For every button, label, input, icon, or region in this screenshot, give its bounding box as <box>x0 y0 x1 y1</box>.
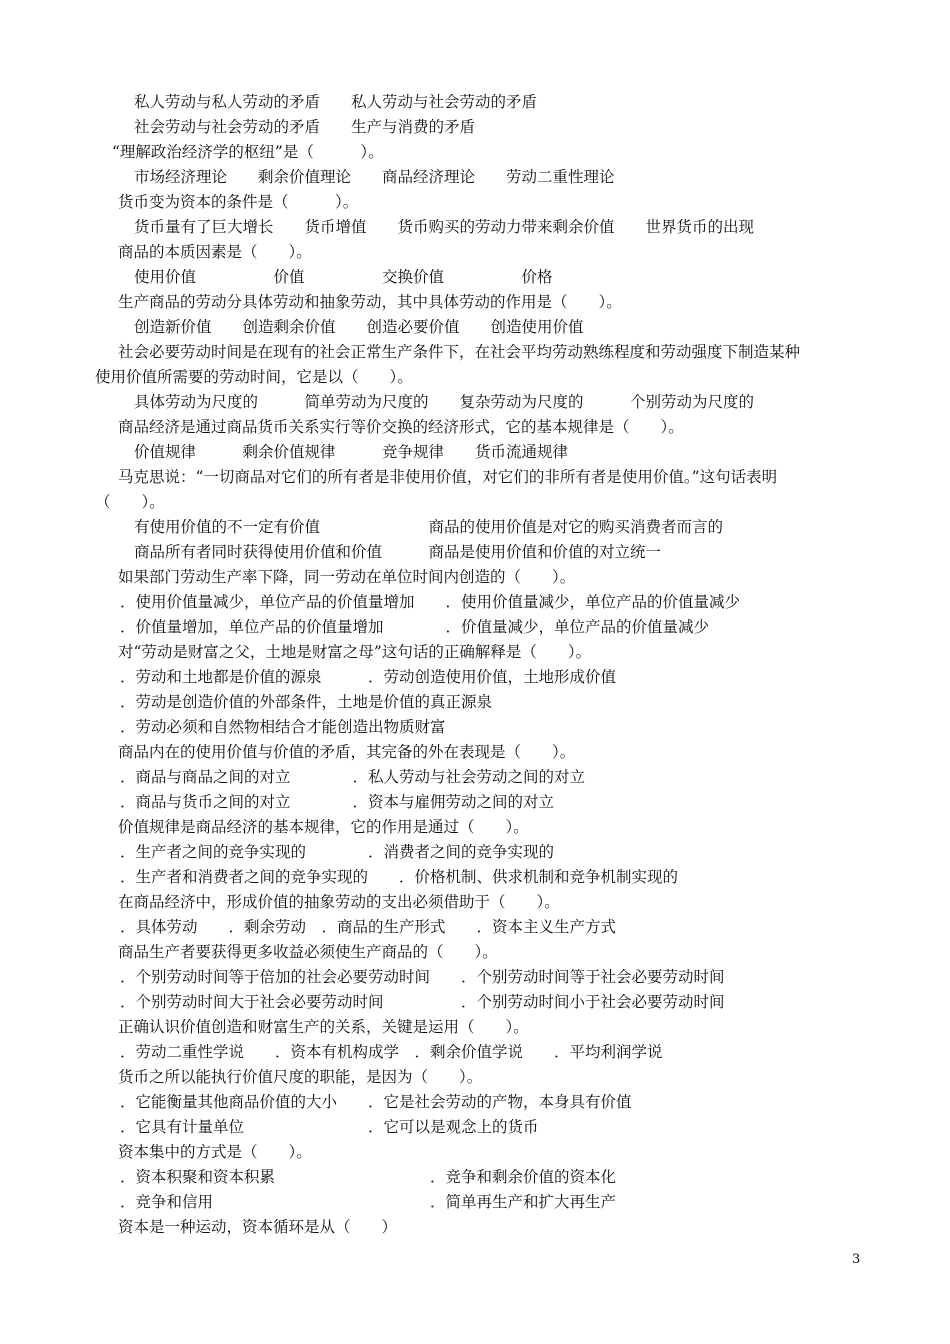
option-line: 创造新价值 创造剩余价值 创造必要价值 创造使用价值 <box>134 318 584 336</box>
option-line: 社会劳动与社会劳动的矛盾 生产与消费的矛盾 <box>134 118 476 136</box>
page-number: 3 <box>852 1252 861 1267</box>
option-line: 私人劳动与私人劳动的矛盾 私人劳动与社会劳动的矛盾 <box>134 93 538 111</box>
option-line: 商品所有者同时获得使用价值和价值 商品是使用价值和价值的对立统一 <box>134 543 662 561</box>
question-line: 商品的本质因素是（ ）。 <box>118 243 312 261</box>
question-line: 对“劳动是财富之父，土地是财富之母”这句话的正确解释是（ ）。 <box>118 643 592 661</box>
question-line: 货币之所以能执行价值尺度的职能，是因为（ ）。 <box>118 1068 483 1086</box>
question-line: 资本集中的方式是（ ）。 <box>118 1143 312 1161</box>
question-line: 马克思说：“一切商品对它们的所有者是非使用价值，对它们的非所有者是使用价值。”这句话表明 <box>118 468 778 486</box>
option-line: ．生产者和消费者之间的竞争实现的 ．价格机制、供求机制和竞争机制实现的 <box>120 868 679 886</box>
question-line: 如果部门劳动生产率下降，同一劳动在单位时间内创造的（ ）。 <box>118 568 576 586</box>
question-line: 商品生产者要获得更多收益必须使生产商品的（ ）。 <box>118 943 498 961</box>
question-line: 货币变为资本的条件是（ ）。 <box>118 193 359 211</box>
question-line: 资本是一种运动，资本循环是从（ ） <box>118 1218 398 1236</box>
option-line: ．它具有计量单位 ．它可以是观念上的货币 <box>120 1118 539 1136</box>
question-line: 正确认识价值创造和财富生产的关系，关键是运用（ ）。 <box>118 1018 529 1036</box>
option-line: ．劳动二重性学说 ．资本有机构成学 ．剩余价值学说 ．平均利润学说 <box>120 1043 663 1061</box>
question-line: 使用价值所需要的劳动时间，它是以（ ）。 <box>95 368 413 386</box>
option-line: 货币量有了巨大增长 货币增值 货币购买的劳动力带来剩余价值 世界货币的出现 <box>134 218 755 236</box>
option-line: ．劳动和土地都是价值的源泉 ．劳动创造使用价值，土地形成价值 <box>120 668 617 686</box>
option-line: 使用价值 价值 交换价值 价格 <box>134 268 553 286</box>
option-line: ．商品与商品之间的对立 ．私人劳动与社会劳动之间的对立 <box>120 768 586 786</box>
question-line: 商品经济是通过商品货币关系实行等价交换的经济形式，它的基本规律是（ ）。 <box>118 418 684 436</box>
question-line: 商品内在的使用价值与价值的矛盾，其完备的外在表现是（ ）。 <box>118 743 576 761</box>
option-line: 价值规律 剩余价值规律 竞争规律 货币流通规律 <box>134 443 569 461</box>
option-line: ．价值量增加，单位产品的价值量增加 ．价值量减少，单位产品的价值量减少 <box>120 618 710 636</box>
option-line: ．劳动必须和自然物相结合才能创造出物质财富 <box>120 718 446 736</box>
option-line: 有使用价值的不一定有价值 商品的使用价值是对它的购买消费者而言的 <box>134 518 724 536</box>
option-line: ．竞争和信用 ．简单再生产和扩大再生产 <box>120 1193 617 1211</box>
option-line: ．个别劳动时间大于社会必要劳动时间 ．个别劳动时间小于社会必要劳动时间 <box>120 993 725 1011</box>
question-line: 在商品经济中，形成价值的抽象劳动的支出必须借助于（ ）。 <box>118 893 560 911</box>
option-line: 市场经济理论 剩余价值理论 商品经济理论 劳动二重性理论 <box>134 168 615 186</box>
question-line: 社会必要劳动时间是在现有的社会正常生产条件下，在社会平均劳动熟练程度和劳动强度下制造某种 <box>118 343 801 361</box>
option-line: ．它能衡量其他商品价值的大小 ．它是社会劳动的产物，本身具有价值 <box>120 1093 632 1111</box>
option-line: ．个别劳动时间等于倍加的社会必要劳动时间 ．个别劳动时间等于社会必要劳动时间 <box>120 968 725 986</box>
question-line: 价值规律是商品经济的基本规律，它的作用是通过（ ）。 <box>118 818 529 836</box>
question-line: （ ）。 <box>95 493 165 511</box>
question-line: “理解政治经济学的枢纽”是（ ）。 <box>112 143 384 161</box>
option-line: ．具体劳动 ．剩余劳动 ．商品的生产形式 ．资本主义生产方式 <box>120 918 617 936</box>
option-line: ．生产者之间的竞争实现的 ．消费者之间的竞争实现的 <box>120 843 555 861</box>
option-line: ．资本积聚和资本积累 ．竞争和剩余价值的资本化 <box>120 1168 617 1186</box>
option-line: ．劳动是创造价值的外部条件，土地是价值的真正源泉 <box>120 693 493 711</box>
option-line: ．商品与货币之间的对立 ．资本与雇佣劳动之间的对立 <box>120 793 555 811</box>
option-line: 具体劳动为尺度的 简单劳动为尺度的 复杂劳动为尺度的 个别劳动为尺度的 <box>134 393 755 411</box>
question-line: 生产商品的劳动分具体劳动和抽象劳动，其中具体劳动的作用是（ ）。 <box>118 293 622 311</box>
option-line: ．使用价值量减少，单位产品的价值量增加 ．使用价值量减少，单位产品的价值量减少 <box>120 593 741 611</box>
